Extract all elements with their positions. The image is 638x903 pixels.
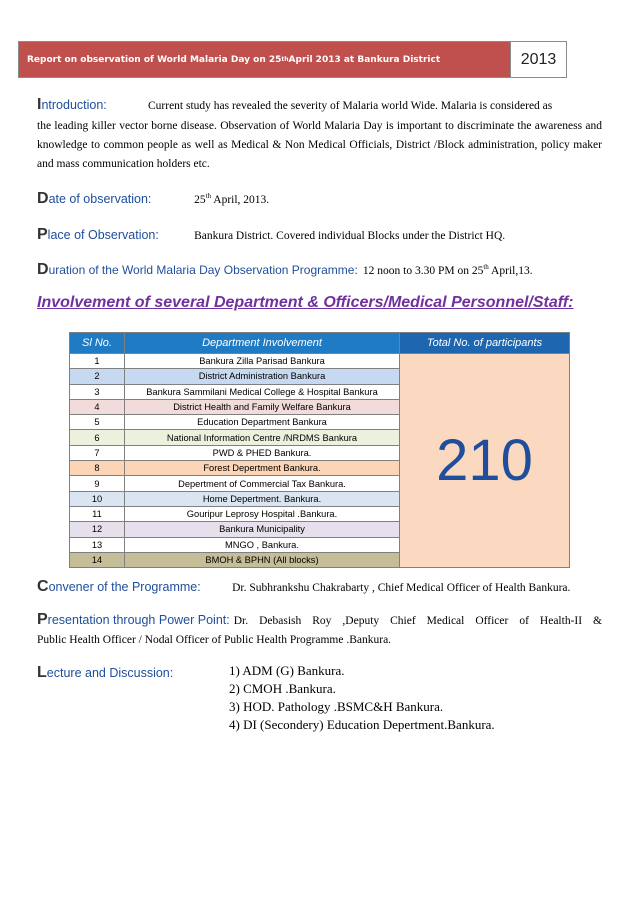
presentation-section: [37, 611, 602, 646]
department-cell: Depertment of Commercial Tax Bankura.: [125, 476, 400, 491]
department-cell: Forest Depertment Bankura.: [125, 461, 400, 476]
total-participants-value: 210: [400, 354, 570, 568]
introduction-body: the leading killer vector borne disease. Observation of World Malaria Day is important to discriminate the awareness and knowledge to common people as well as Medical & Non Medical Officials, District /Block administration, policy maker and mass communication holders etc.: [37, 120, 602, 170]
sl-no-cell: 6: [70, 430, 125, 445]
sl-no-cell: 1: [70, 354, 125, 369]
sl-no-cell: 13: [70, 537, 125, 552]
duration-value-sup: th: [483, 263, 489, 272]
sl-no-cell: 10: [70, 491, 125, 506]
lecture-cap: L: [37, 664, 47, 681]
department-cell: BMOH & BPHN (All blocks): [125, 552, 400, 567]
department-table-body: [70, 354, 570, 568]
sl-no-cell: 14: [70, 552, 125, 567]
place-cap: P: [37, 226, 48, 243]
department-cell: Education Department Bankura: [125, 415, 400, 430]
place-label: [37, 226, 189, 244]
header-sl-no: Sl No.: [70, 333, 125, 354]
sl-no-cell: 11: [70, 506, 125, 521]
date-label-text: ate of observation:: [48, 192, 152, 206]
report-year: 2013: [510, 42, 566, 77]
involvement-heading: Involvement of several Department & Officers/Medical Personnel/Staff:: [37, 294, 574, 311]
lecture-item: 4) DI (Secondery) Education Depertment.Bankura.: [229, 717, 495, 732]
department-cell: District Administration Bankura: [125, 369, 400, 384]
place-section: [37, 224, 602, 244]
report-title: [19, 42, 510, 77]
department-cell: Home Depertment. Bankura.: [125, 491, 400, 506]
duration-section: [37, 259, 617, 279]
department-cell: Gouripur Leprosy Hospital .Bankura.: [125, 506, 400, 521]
date-section: [37, 188, 602, 208]
lecture-item: 1) ADM (G) Bankura.: [229, 663, 345, 678]
duration-value-post: April,13.: [488, 265, 533, 277]
department-cell: Bankura Municipality: [125, 522, 400, 537]
introduction-first-line: Current study has revealed the severity of Malaria world Wide. Malaria is considered as: [148, 100, 553, 112]
report-title-text: Report on observation of World Malaria Day on 25: [27, 54, 282, 65]
date-value: [194, 194, 269, 206]
sl-no-cell: 5: [70, 415, 125, 430]
lecture-label: [37, 666, 173, 680]
date-value-sup: th: [205, 192, 212, 201]
header-department: Department Involvement: [125, 333, 400, 354]
report-title-sup: th: [281, 56, 289, 63]
date-label: [37, 190, 189, 208]
sl-no-cell: 9: [70, 476, 125, 491]
department-cell: National Information Centre /NRDMS Bankura: [125, 430, 400, 445]
sl-no-cell: 4: [70, 399, 125, 414]
introduction-label-text: ntroduction:: [41, 98, 107, 112]
presentation-second-line: Public Health Officer / Nodal Officer of Public Health Programme .Bankura.: [37, 634, 392, 646]
presentation-label: [37, 611, 230, 629]
sl-no-cell: 7: [70, 445, 125, 460]
convener-section: [37, 576, 617, 596]
duration-cap: D: [37, 261, 49, 278]
place-value: Bankura District. Covered individual Blocks under the District HQ.: [194, 230, 506, 242]
table-header-row: [70, 333, 570, 354]
lecture-label-text: ecture and Discussion:: [46, 666, 174, 680]
duration-value: [363, 265, 533, 277]
presentation-first-line: Dr. Debasish Roy ,Deputy Chief Medical Officer of Health-II &: [233, 615, 602, 627]
sl-no-cell: 2: [70, 369, 125, 384]
lecture-item: 2) CMOH .Bankura.: [229, 681, 336, 696]
department-cell: Bankura Sammilani Medical College & Hospital Bankura: [125, 384, 400, 399]
convener-label: [37, 578, 227, 596]
sl-no-cell: 8: [70, 461, 125, 476]
introduction-section: [37, 96, 602, 174]
presentation-cap: P: [37, 611, 48, 628]
department-cell: District Health and Family Welfare Bankura: [125, 399, 400, 414]
department-cell: Bankura Zilla Parisad Bankura: [125, 354, 400, 369]
department-cell: MNGO , Bankura.: [125, 537, 400, 552]
report-title-rest: April 2013 at Bankura District: [288, 54, 441, 65]
date-value-post: April, 2013.: [211, 194, 270, 206]
report-header: [18, 41, 567, 78]
date-value-pre: 25: [194, 194, 206, 206]
duration-label: [37, 263, 358, 277]
header-total: Total No. of participants: [400, 333, 570, 354]
sl-no-cell: 3: [70, 384, 125, 399]
convener-value: Dr. Subhrankshu Chakrabarty , Chief Medical Officer of Health Bankura.: [232, 582, 571, 594]
lecture-item: 3) HOD. Pathology .BSMC&H Bankura.: [229, 699, 444, 714]
introduction-label: [37, 96, 148, 114]
date-cap: D: [37, 190, 49, 207]
introduction-cap: I: [37, 96, 42, 113]
department-cell: PWD & PHED Bankura.: [125, 445, 400, 460]
duration-label-text: uration of the World Malaria Day Observation Programme:: [48, 263, 358, 277]
lecture-list: [229, 662, 495, 734]
sl-no-cell: 12: [70, 522, 125, 537]
convener-label-text: onvener of the Programme:: [48, 580, 201, 594]
convener-cap: C: [37, 578, 49, 595]
presentation-label-text: resentation through Power Point:: [47, 613, 230, 627]
table-row: [70, 354, 570, 369]
duration-value-pre: 12 noon to 3.30 PM on 25: [362, 265, 484, 277]
place-label-text: lace of Observation:: [47, 228, 159, 242]
department-table: [69, 332, 570, 568]
